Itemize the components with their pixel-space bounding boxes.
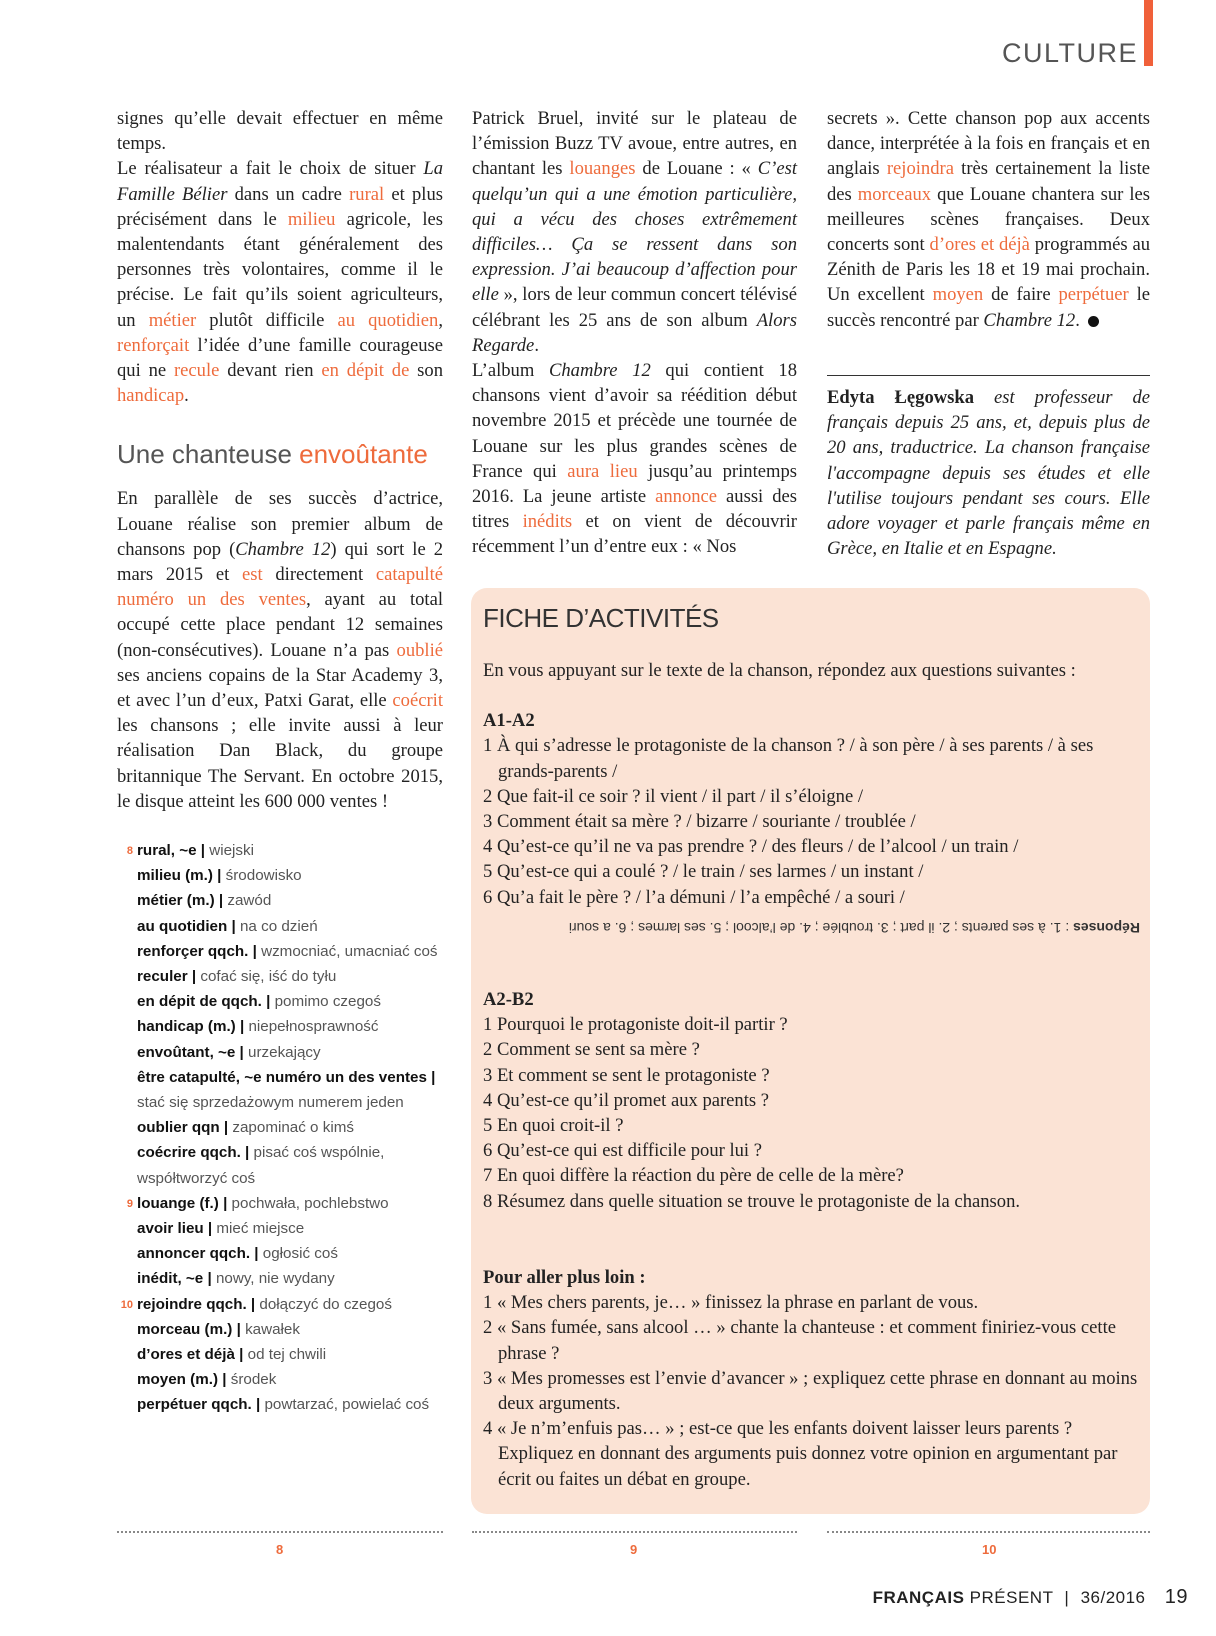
glossary-term: métier (148, 309, 197, 331)
glossary-translation: niepełnosprawność (248, 1018, 379, 1036)
glossary-translation: stać się sprzedażowym numerem jeden (137, 1094, 404, 1112)
column-2 (472, 106, 797, 560)
glossary-term: en dépit de (321, 360, 410, 382)
column-3 (827, 106, 1150, 333)
glossary-entry: être catapulté, ~e numéro un des ventes | stać się sprzedażowym numerem jeden (137, 1068, 436, 1112)
glossary-entry: morceau (m.) | kawałek (137, 1320, 300, 1338)
footnote-number: 9 (630, 1542, 638, 1557)
glossary-term: oublier qqn (137, 1119, 220, 1137)
glossary-term: rural, ~e (137, 842, 197, 859)
footnote-number: 8 (276, 1542, 284, 1557)
glossary-term: recule (173, 360, 220, 382)
footnote-rule (117, 1531, 443, 1533)
glossary-term: avoir lieu (137, 1220, 204, 1238)
glossary-entry: renforçer qqch. | wzmocniać, umacniać coś (137, 942, 438, 960)
level-heading: A1-A2 (483, 710, 535, 732)
glossary-term: coécrire qqch. (137, 1144, 241, 1162)
glossary-term: au quotidien (137, 917, 228, 935)
question: 4 Qu’est-ce qu’il ne va pas prendre ? / des fleurs / de l’alcool / un train / (483, 836, 1019, 858)
glossary-entry: d’ores et déjà | od tej chwili (137, 1346, 327, 1364)
glossary-entry: perpétuer qqch. | powtarzać, powielać coś (137, 1396, 430, 1414)
paragraph: secrets ». Cette chanson pop aux accents dance, interprétée à la fois en français et en anglais rejoindra très certainement la liste des morceaux que Louane chantera sur les meilleures scènes françaises. Deux concerts sont d’ores et déjà programmés au Zénith de Paris les 18 et 19 mai prochain. Un excellent moyen de faire perpétuer le succès rencontré par Chambre 12. (827, 108, 1150, 331)
glossary-translation: środek (230, 1371, 277, 1389)
glossary-entry: métier (m.) | zawód (137, 892, 272, 910)
glossary-entry: reculer | cofać się, iść do tyłu (137, 968, 337, 986)
question: 3 Comment était sa mère ? / bizarre / souriante / troublée / (483, 811, 916, 833)
glossary-entry: coécrire qqch. | pisać coś wspólnie, współtworzyć coś (137, 1144, 385, 1187)
glossary-entry: handicap (m.) | niepełnosprawność (137, 1018, 379, 1036)
page-number: 19 (1164, 1586, 1188, 1608)
glossary-entry: milieu (m.) | środowisko (137, 867, 302, 885)
answers-upside-down: Réponses : 1. à ses parents ; 2. il part ; 3. troublée ; 4. de l’alcool ; 5. ses larmes ; 6. a souri (568, 920, 1140, 936)
glossary-term: inédit, ~e (137, 1270, 204, 1288)
glossary-term: rural (349, 183, 385, 205)
activities-title: FICHE D’ACTIVITÉS (483, 603, 719, 633)
glossary-term: au quotidien (337, 309, 439, 331)
glossary-term: milieu (287, 208, 336, 230)
subheading: Une chanteuse envoûtante (117, 439, 428, 470)
glossary-translation: mieć miejsce (216, 1220, 305, 1238)
footer: FRANÇAIS PRÉSENT | 36/2016 19 (872, 1586, 1188, 1608)
glossary-term: d’ores et déjà (137, 1346, 235, 1364)
glossary-term: métier (m.) (137, 892, 215, 910)
end-mark-icon (1088, 316, 1099, 327)
paragraph: Patrick Bruel, invité sur le plateau de l’émission Buzz TV avoue, entre autres, en chantant les louanges de Louane : « C’est quelqu’un qui a une émotion particulière, qui a vécu des choses extrêmement difficiles… Ça se ressent dans son expression. J’ai beaucoup d’affection pour elle », lors de leur commun concert télévisé célébrant les 25 ans de son album Alors Regarde. (472, 108, 797, 356)
glossary-number: 10 (120, 1298, 133, 1311)
footnote-number: 10 (982, 1542, 997, 1557)
question: 3 Et comment se sent le protagoniste ? (483, 1064, 770, 1086)
glossary-number: 9 (126, 1197, 133, 1210)
question: 2 Que fait-il ce soir ? il vient / il part / il s’éloigne / (483, 785, 864, 807)
activities-part-3 (483, 1265, 1143, 1492)
question: 2 « Sans fumée, sans alcool … » chante la chanteuse : et comment finiriez-vous cette phrase ? (483, 1317, 1117, 1364)
glossary-translation: zawód (227, 892, 272, 910)
glossary-translation: pisać coś wspólnie, współtworzyć coś (137, 1144, 385, 1187)
section-accent-bar (1144, 0, 1153, 66)
glossary-entry: inédit, ~e | nowy, nie wydany (137, 1270, 335, 1288)
column-1 (117, 106, 443, 814)
magazine-name-suffix: PRÉSENT (969, 1588, 1054, 1607)
glossary-translation: wzmocniać, umacniać coś (261, 942, 438, 960)
glossary-translation: nowy, nie wydany (215, 1270, 335, 1288)
question: 7 En quoi diffère la réaction du père de celle de la mère? (483, 1165, 904, 1187)
glossary-term: perpétuer qqch. (137, 1396, 252, 1414)
question: 8 Résumez dans quelle situation se trouve le protagoniste de la chanson. (483, 1190, 1021, 1212)
level-heading: A2-B2 (483, 989, 534, 1010)
question: 1 À qui s’adresse le protagoniste de la chanson ? / à son père / à ses parents / à ses grands-parents / (483, 735, 1094, 782)
glossary-entry: 8 rural, ~e | wiejski (117, 838, 447, 863)
question: 1 « Mes chers parents, je… » finissez la phrase en parlant de vous. (483, 1292, 979, 1314)
activities-part-1 (483, 658, 1143, 910)
glossary-entry: au quotidien | na co dzień (137, 917, 318, 935)
glossary (117, 838, 447, 1418)
question: 4 « Je n’m’enfuis pas… » ; est-ce que les enfants doivent laisser leurs parents ? Expliquez en donnant des arguments puis donnez votre opinion en argumentant par écrit ou faites un débat en groupe. (483, 1418, 1118, 1490)
glossary-translation: kawałek (245, 1320, 300, 1338)
question: 1 Pourquoi le protagoniste doit-il partir ? (483, 1014, 788, 1036)
glossary-term: renforçer qqch. (137, 942, 249, 960)
section-label: CULTURE (1001, 38, 1138, 68)
paragraph: En parallèle de ses succès d’actrice, Louane réalise son premier album de chansons pop (Chambre 12) qui sort le 2 mars 2015 et est directement catapulté numéro un des ventes, ayant au total occupé cette place pendant 12 semaines (non-consécutives). Louane n’a pas oublié ses anciens copains de la Star Academy 3, et avec l’un d’eux, Patxi Garat, elle coécrit les chansons ; elle invite aussi à leur réalisation Dan Black, du groupe britannique The Servant. En octobre 2015, le disque atteint les 600 000 ventes ! (117, 488, 444, 812)
issue-number: 36/2016 (1080, 1588, 1146, 1607)
glossary-entry: 10 rejoindre qqch. | dołączyć do czegoś (117, 1292, 447, 1317)
question: 2 Comment se sent sa mère ? (483, 1039, 700, 1061)
glossary-term: être catapulté, ~e numéro un des ventes (137, 1068, 427, 1086)
glossary-entry: oublier qqn | zapominać o kimś (137, 1119, 354, 1137)
glossary-translation: urzekający (248, 1043, 321, 1061)
glossary-entry: annoncer qqch. | ogłosić coś (137, 1245, 338, 1263)
glossary-translation: od tej chwili (247, 1346, 327, 1364)
glossary-translation: ogłosić coś (262, 1245, 338, 1263)
glossary-term: annoncer qqch. (137, 1245, 251, 1263)
glossary-translation: wiejski (209, 842, 254, 859)
question: 4 Qu’est-ce qu’il promet aux parents ? (483, 1089, 770, 1111)
glossary-term: handicap (m.) (137, 1018, 236, 1036)
question: 6 Qu’est-ce qui est difficile pour lui ? (483, 1140, 762, 1162)
question: 5 En quoi croit-il ? (483, 1115, 624, 1137)
glossary-translation: powtarzać, powielać coś (264, 1396, 430, 1414)
glossary-entry: moyen (m.) | środek (137, 1371, 277, 1389)
glossary-term: en dépit de qqch. (137, 993, 262, 1011)
glossary-entry: avoir lieu | mieć miejsce (137, 1220, 305, 1238)
glossary-translation: pochwała, pochlebstwo (231, 1194, 389, 1212)
glossary-translation: pomimo czegoś (274, 993, 381, 1011)
further-heading: Pour aller plus loin : (483, 1267, 646, 1288)
glossary-number: 8 (126, 845, 133, 857)
glossary-translation: środowisko (225, 867, 302, 885)
question: 5 Qu’est-ce qui a coulé ? / le train / ses larmes / un instant / (483, 861, 924, 883)
glossary-term: renforçait (117, 334, 190, 356)
glossary-translation: cofać się, iść do tyłu (200, 968, 337, 986)
glossary-entry: en dépit de qqch. | pomimo czegoś (137, 993, 381, 1011)
glossary-translation: na co dzień (239, 917, 318, 935)
question: 3 « Mes promesses est l’envie d’avancer » ; expliquez cette phrase en donnant au moins deux arguments. (483, 1367, 1138, 1415)
glossary-term: reculer (137, 968, 188, 986)
glossary-translation: dołączyć do czegoś (259, 1295, 392, 1313)
glossary-term: morceau (m.) (137, 1320, 233, 1338)
footnote-rule (827, 1531, 1150, 1533)
paragraph: Le réalisateur a fait le choix de situer La Famille Bélier dans un cadre rural et plus précisément dans le milieu agricole, les malentendants étant généralement des personnes très volontaires, comme il le précise. Le fait qu’ils soient agriculteurs, un métier plutôt difficile au quotidien, renforçait l’idée d’une famille courageuse qui ne recule devant rien en dépit de son handicap. (117, 158, 444, 407)
author-bio: Edyta Łęgowska est professeur de français depuis 25 ans, et, depuis plus de 20 ans, traductrice. La chanson française l'accompagne depuis ses études et elle l'utilise toujours pendant ses cours. Elle adore voyager et parle français même en Grèce, en Italie et en Espagne. (827, 387, 1151, 560)
glossary-translation: zapominać o kimś (232, 1119, 354, 1137)
activities-part-2 (483, 987, 1143, 1214)
glossary-term: louange (f.) (137, 1194, 219, 1212)
glossary-term: envoûtant, ~e (137, 1043, 236, 1061)
glossary-term: rejoindre qqch. (137, 1295, 247, 1313)
activities-intro: En vous appuyant sur le texte de la chanson, répondez aux questions suivantes : (483, 660, 1076, 681)
glossary-term: moyen (m.) (137, 1371, 219, 1389)
glossary-term: milieu (m.) (137, 867, 213, 885)
glossary-entry: 9 louange (f.) | pochwała, pochlebstwo (117, 1191, 447, 1216)
divider (827, 375, 1150, 376)
glossary-term: handicap (117, 385, 185, 407)
magazine-name: FRANÇAIS (872, 1588, 965, 1607)
footnote-rule (472, 1531, 797, 1533)
question: 6 Qu’a fait le père ? / l’a démuni / l’a empêché / a souri / (483, 886, 905, 908)
paragraph: signes qu’elle devait effectuer en même temps. (117, 108, 443, 155)
paragraph: L’album Chambre 12 qui contient 18 chansons vient d’avoir sa réédition début novembre 2015 et précède une tournée de Louane sur les plus grandes scènes de France qui aura lieu jusqu’au printemps 2016. La jeune artiste annonce aussi des titres inédits et on vient de découvrir récemment l’un d’entre eux : « Nos (472, 360, 798, 558)
glossary-entry: envoûtant, ~e | urzekający (137, 1043, 321, 1061)
